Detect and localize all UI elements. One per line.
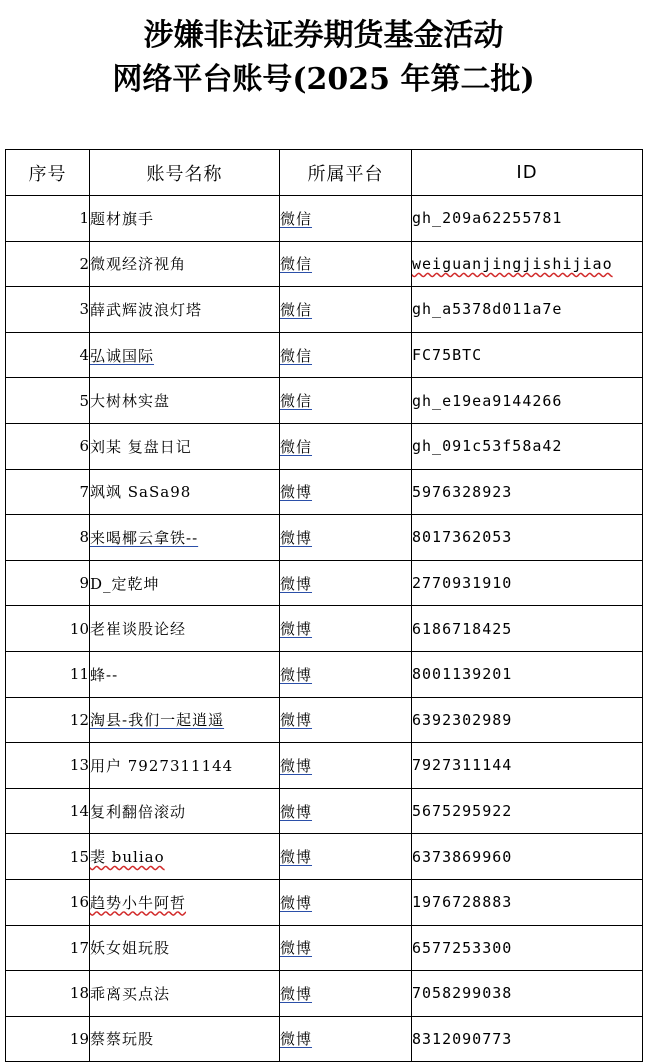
table-row xyxy=(6,287,643,333)
table-row xyxy=(6,1016,643,1062)
account-id: 8017362053 xyxy=(412,528,513,547)
table-row xyxy=(6,651,643,697)
platform-name: 微信 xyxy=(280,392,313,411)
platform-name: 微博 xyxy=(280,1030,313,1049)
account-name-cell xyxy=(90,651,280,697)
platform-cell xyxy=(280,788,412,834)
table-row xyxy=(6,469,643,515)
account-name-cell xyxy=(90,560,280,606)
account-id-cell xyxy=(412,606,643,652)
accounts-table xyxy=(5,149,643,1062)
row-number: 4 xyxy=(6,332,90,378)
account-id: 6577253300 xyxy=(412,938,513,957)
platform-cell xyxy=(280,515,412,561)
platform-cell xyxy=(280,925,412,971)
platform-cell xyxy=(280,651,412,697)
table-row xyxy=(6,743,643,789)
account-name-cell xyxy=(90,423,280,469)
platform-cell xyxy=(280,287,412,333)
platform-name: 微博 xyxy=(280,620,313,639)
account-id: 1976728883 xyxy=(412,893,513,912)
account-id: 6392302989 xyxy=(412,710,513,729)
account-name-cell xyxy=(90,606,280,652)
table-row xyxy=(6,332,643,378)
account-id-cell xyxy=(412,971,643,1017)
account-id: 8001139201 xyxy=(412,665,513,684)
account-name-cell xyxy=(90,788,280,834)
row-number: 8 xyxy=(6,515,90,561)
platform-name: 微博 xyxy=(280,893,313,912)
account-name-cell xyxy=(90,515,280,561)
platform-cell xyxy=(280,1016,412,1062)
account-name: 蜂-- xyxy=(90,665,119,684)
account-name-cell xyxy=(90,332,280,378)
account-name-cell xyxy=(90,241,280,287)
account-id-cell xyxy=(412,697,643,743)
account-name: 飒飒 SaSa98 xyxy=(90,483,192,502)
account-id: 7927311144 xyxy=(412,756,513,775)
row-number: 7 xyxy=(6,469,90,515)
account-name: D_定乾坤 xyxy=(90,574,160,593)
platform-name: 微博 xyxy=(280,984,313,1003)
row-number: 13 xyxy=(6,743,90,789)
platform-cell xyxy=(280,606,412,652)
account-id-cell xyxy=(412,332,643,378)
account-name: 薛武辉波浪灯塔 xyxy=(90,300,203,319)
account-id: 7058299038 xyxy=(412,984,513,1003)
platform-name: 微博 xyxy=(280,528,313,547)
platform-cell xyxy=(280,834,412,880)
platform-cell xyxy=(280,560,412,606)
title-line-1: 涉嫌非法证券期货基金活动 xyxy=(143,18,504,53)
table-row xyxy=(6,560,643,606)
account-id-cell xyxy=(412,515,643,561)
table-row xyxy=(6,697,643,743)
account-name-cell xyxy=(90,697,280,743)
account-name: 趋势小牛阿哲 xyxy=(90,893,187,912)
account-id-cell xyxy=(412,378,643,424)
account-name-cell xyxy=(90,971,280,1017)
platform-cell xyxy=(280,196,412,242)
account-name: 裴 buliao xyxy=(90,848,165,867)
account-name: 刘某 复盘日记 xyxy=(90,437,192,456)
account-name-cell xyxy=(90,879,280,925)
table-row xyxy=(6,834,643,880)
platform-cell xyxy=(280,378,412,424)
platform-name: 微信 xyxy=(280,255,313,274)
row-number: 5 xyxy=(6,378,90,424)
row-number: 6 xyxy=(6,423,90,469)
account-name: 蔡蔡玩股 xyxy=(90,1030,155,1049)
platform-name: 微信 xyxy=(280,209,313,228)
account-id: 5675295922 xyxy=(412,802,513,821)
account-id-cell xyxy=(412,560,643,606)
table-body xyxy=(6,196,643,1062)
account-name-cell xyxy=(90,1016,280,1062)
platform-name: 微博 xyxy=(280,756,313,775)
table-header-row xyxy=(6,150,643,196)
platform-cell xyxy=(280,423,412,469)
platform-name: 微信 xyxy=(280,437,313,456)
account-id: 8312090773 xyxy=(412,1029,513,1048)
row-number: 10 xyxy=(6,606,90,652)
platform-name: 微博 xyxy=(280,483,313,502)
row-number: 12 xyxy=(6,697,90,743)
table-row xyxy=(6,879,643,925)
platform-name: 微信 xyxy=(280,300,313,319)
account-id: 5976328923 xyxy=(412,482,513,501)
account-name: 来喝椰云拿铁-- xyxy=(90,528,199,547)
account-id: gh_e19ea9144266 xyxy=(412,391,563,410)
account-name-cell xyxy=(90,287,280,333)
account-name-cell xyxy=(90,743,280,789)
platform-name: 微信 xyxy=(280,346,313,365)
platform-cell xyxy=(280,879,412,925)
account-name: 老崔谈股论经 xyxy=(90,620,187,639)
account-id: weiguanjingjishijiao xyxy=(412,254,613,273)
account-name: 用户 7927311144 xyxy=(90,756,234,775)
row-number: 18 xyxy=(6,971,90,1017)
account-name: 淘县-我们一起逍遥 xyxy=(90,711,225,730)
table-row xyxy=(6,788,643,834)
account-name-cell xyxy=(90,378,280,424)
account-name: 复利翻倍滚动 xyxy=(90,802,187,821)
account-id-cell xyxy=(412,1016,643,1062)
account-id-cell xyxy=(412,423,643,469)
table-row xyxy=(6,925,643,971)
table-row xyxy=(6,423,643,469)
platform-name: 微博 xyxy=(280,665,313,684)
account-id-cell xyxy=(412,925,643,971)
row-number: 17 xyxy=(6,925,90,971)
platform-name: 微博 xyxy=(280,711,313,730)
account-id: 6373869960 xyxy=(412,847,513,866)
account-id-cell xyxy=(412,469,643,515)
account-name-cell xyxy=(90,196,280,242)
table-row xyxy=(6,606,643,652)
platform-cell xyxy=(280,241,412,287)
account-id: 2770931910 xyxy=(412,574,513,593)
row-number: 14 xyxy=(6,788,90,834)
row-number: 16 xyxy=(6,879,90,925)
platform-cell xyxy=(280,971,412,1017)
account-id-cell xyxy=(412,834,643,880)
platform-name: 微博 xyxy=(280,848,313,867)
account-id-cell xyxy=(412,743,643,789)
account-name: 妖女姐玩股 xyxy=(90,939,171,958)
row-number: 3 xyxy=(6,287,90,333)
platform-name: 微博 xyxy=(280,802,313,821)
account-name: 大树林实盘 xyxy=(90,392,171,411)
account-id-cell xyxy=(412,879,643,925)
platform-cell xyxy=(280,743,412,789)
row-number: 9 xyxy=(6,560,90,606)
account-name-cell xyxy=(90,834,280,880)
account-id-cell xyxy=(412,651,643,697)
title-line-2: 网络平台账号(2025 年第二批) xyxy=(112,62,535,97)
account-id: gh_209a62255781 xyxy=(412,209,563,228)
account-name: 弘诚国际 xyxy=(90,346,155,365)
row-number: 15 xyxy=(6,834,90,880)
account-name: 微观经济视角 xyxy=(90,255,187,274)
platform-cell xyxy=(280,697,412,743)
account-id: gh_091c53f58a42 xyxy=(412,437,563,456)
row-number: 19 xyxy=(6,1016,90,1062)
account-name: 题材旗手 xyxy=(90,209,155,228)
account-name-cell xyxy=(90,925,280,971)
account-id: FC75BTC xyxy=(412,346,483,365)
table-row xyxy=(6,196,643,242)
row-number: 2 xyxy=(6,241,90,287)
account-name: 乖离买点法 xyxy=(90,984,171,1003)
account-name-cell xyxy=(90,469,280,515)
platform-name: 微博 xyxy=(280,939,313,958)
table-row xyxy=(6,241,643,287)
table-row xyxy=(6,378,643,424)
header-name: 账号名称 xyxy=(90,150,280,196)
platform-cell xyxy=(280,469,412,515)
platform-name: 微博 xyxy=(280,574,313,593)
account-id-cell xyxy=(412,788,643,834)
row-number: 11 xyxy=(6,651,90,697)
header-id: ID xyxy=(412,150,643,196)
platform-cell xyxy=(280,332,412,378)
header-no: 序号 xyxy=(6,150,90,196)
account-id-cell xyxy=(412,287,643,333)
account-id-cell xyxy=(412,196,643,242)
header-platform: 所属平台 xyxy=(280,150,412,196)
document-title xyxy=(0,14,647,102)
table-row xyxy=(6,971,643,1017)
row-number: 1 xyxy=(6,196,90,242)
account-id: 6186718425 xyxy=(412,619,513,638)
account-id-cell xyxy=(412,241,643,287)
account-id: gh_a5378d011a7e xyxy=(412,300,563,319)
table-row xyxy=(6,515,643,561)
